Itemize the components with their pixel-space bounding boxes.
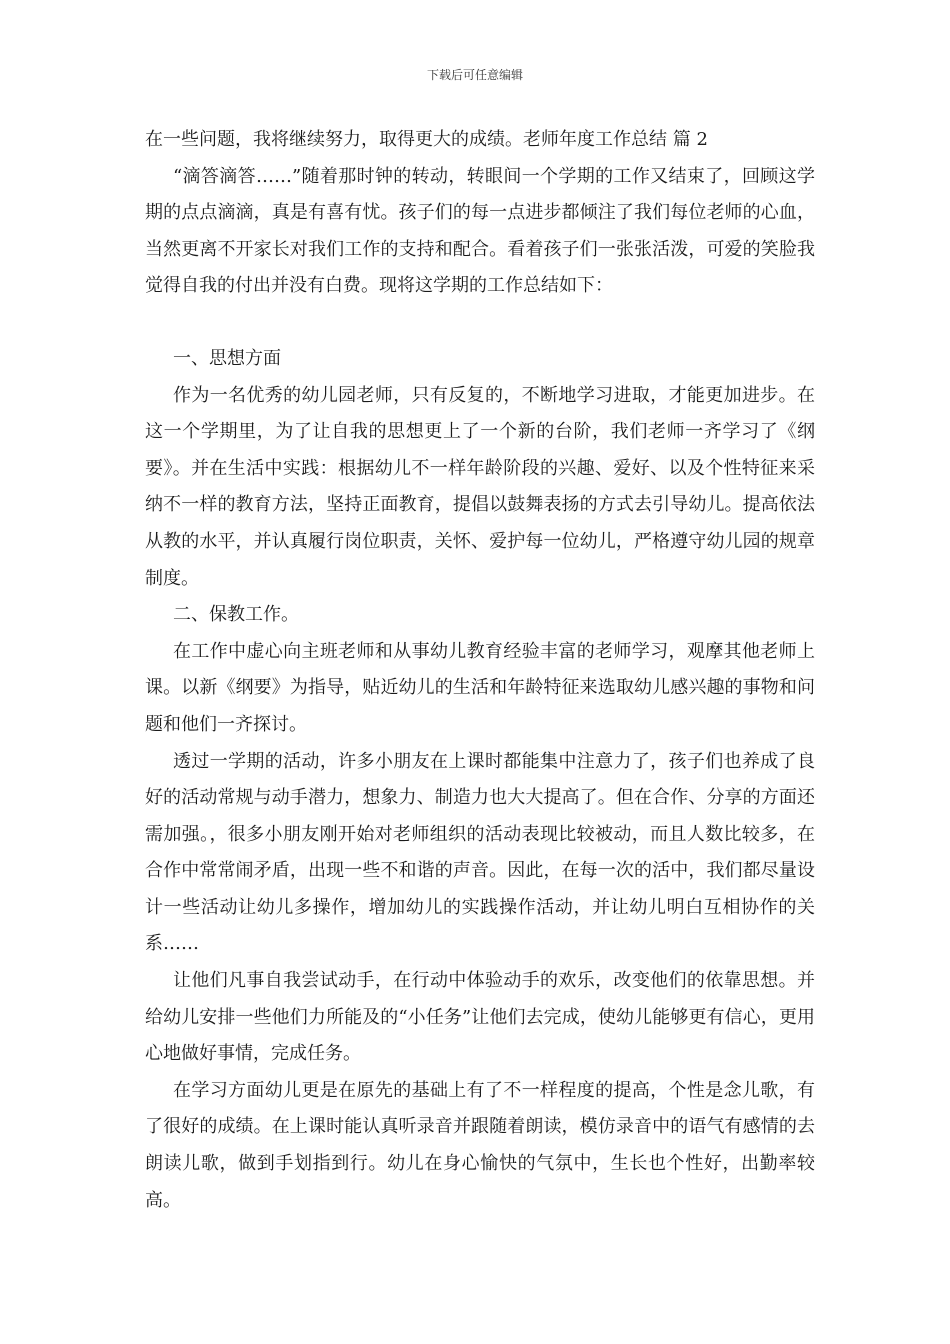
paragraph: 在一些问题，我将继续努力，取得更大的成绩。老师年度工作总结 篇 2 — [145, 129, 708, 150]
page-header: 下载后可任意编辑 — [426, 68, 523, 82]
document-body — [145, 122, 815, 1219]
paragraph: “滴答滴答……”随着那时钟的转动，转眼间一个学期的工作又结束了，回顾这学期的点点滴滴，真是有喜有忧。孩子们的每一点进步都倾注了我们每位老师的心血，当然更离不开家长对我们工作的支持和配合。看着孩子们一张张活泼，可爱的笑脸我觉得自我的付出并没有白费。现将这学期的工作总结如下： — [145, 165, 815, 297]
paragraph: 让他们凡事自我尝试动手，在行动中体验动手的欢乐，改变他们的依靠思想。并给幼儿安排一些他们力所能及的“小任务”让他们去完成，使幼儿能够更有信心，更用心地做好事情，完成任务。 — [145, 970, 815, 1065]
paragraph: 透过一学期的活动，许多小朋友在上课时都能集中注意力了，孩子们也养成了良好的活动常规与动手潜力，想象力、制造力也大大提高了。但在合作、分享的方面还需加强。，很多小朋友刚开始对老师组织的活动表现比较被动，而且人数比较多，在合作中常常闹矛盾，出现一些不和谐的声音。因此，在每一次的活中，我们都尽量设计一些活动让幼儿多操作，增加幼儿的实践操作活动，并让幼儿明白互相协作的关系…… — [145, 750, 815, 955]
paragraph: 在工作中虚心向主班老师和从事幼儿教育经验丰富的老师学习，观摩其他老师上课。以新《纲要》为指导，贴近幼儿的生活和年龄特征来选取幼儿感兴趣的事物和问题和他们一齐探讨。 — [145, 640, 815, 735]
section-heading: 二、保教工作。 — [173, 604, 299, 626]
paragraph: 在学习方面幼儿更是在原先的基础上有了不一样程度的提高，个性是念儿歌，有了很好的成绩。在上课时能认真听录音并跟随着朗读，模仿录音中的语气有感情的去朗读儿歌，做到手划指到行。幼儿在身心愉快的气氛中，生长也个性好，出勤率较高。 — [145, 1079, 815, 1211]
section-heading: 一、思想方面 — [173, 347, 281, 369]
blank-line — [145, 305, 815, 341]
paragraph: 作为一名优秀的幼儿园老师，只有反复的，不断地学习进取，才能更加进步。在这一个学期里，为了让自我的思想更上了一个新的台阶，我们老师一齐学习了《纲要》。并在生活中实践：根据幼儿不一样年龄阶段的兴趣、爱好、以及个性特征来采纳不一样的教育方法，坚持正面教育，提倡以鼓舞表扬的方式去引导幼儿。提高依法从教的水平，并认真履行岗位职责，关怀、爱护每一位幼儿，严格遵守幼儿园的规章制度。 — [145, 384, 815, 589]
